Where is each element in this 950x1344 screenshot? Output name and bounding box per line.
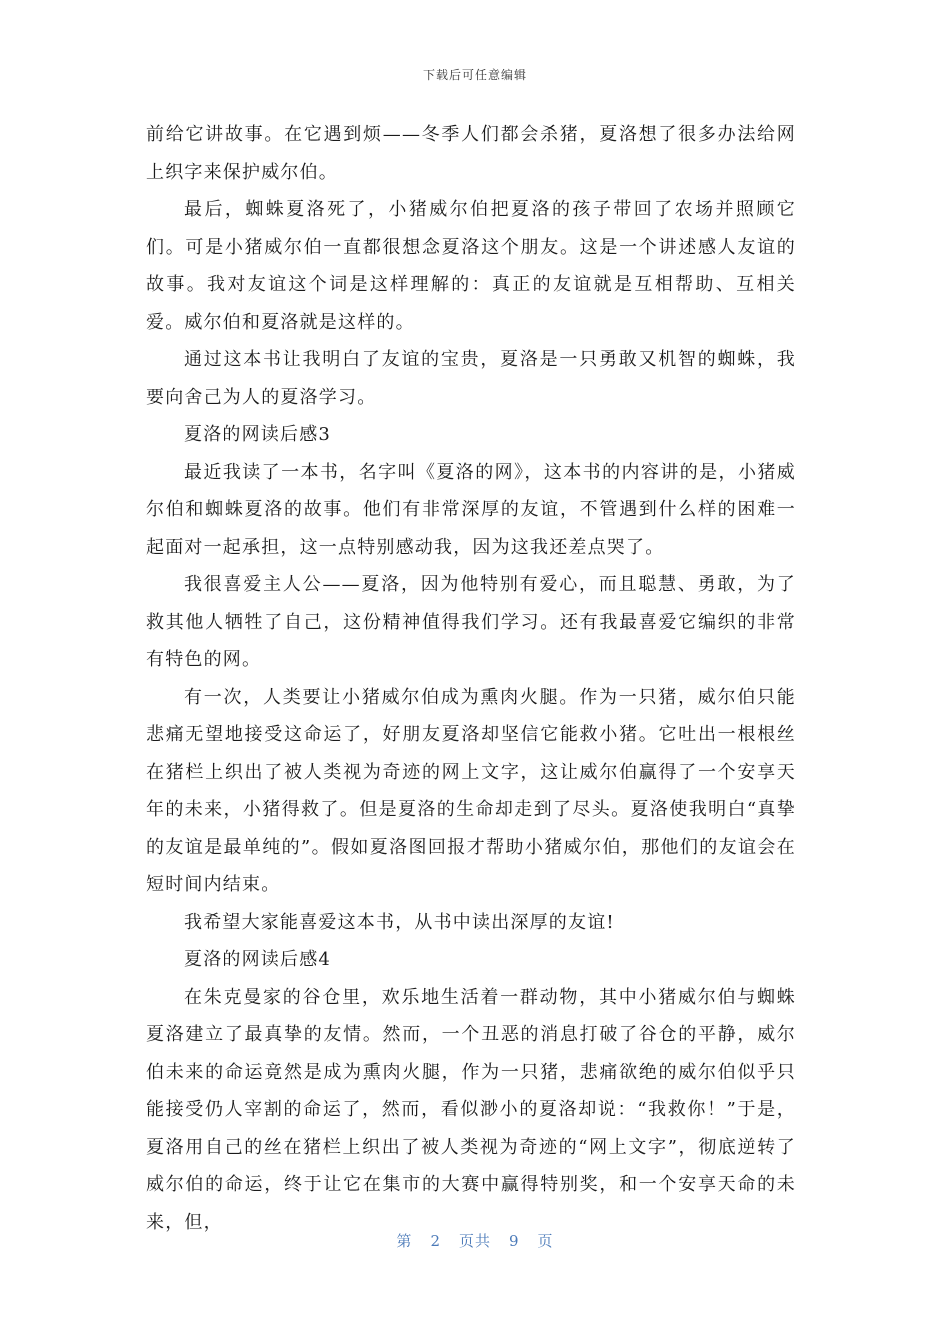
paragraph-continuation: 前给它讲故事。在它遇到烦——冬季人们都会杀猪，夏洛想了很多办法给网上织字来保护威尔伯。 [146,124,796,183]
current-page-number: 2 [430,1232,441,1250]
document-body [146,116,796,1241]
paragraph: 我很喜爱主人公——夏洛，因为他特别有爱心，而且聪慧、勇敢，为了救其他人牺牲了自己，这份精神值得我们学习。还有我最喜爱它编织的非常有特色的网。 [146,574,796,670]
paragraph: 我希望大家能喜爱这本书，从书中读出深厚的友谊! [184,911,615,933]
page-label-prefix: 第 [396,1232,413,1250]
page-header: 下载后可任意编辑 [422,68,527,82]
page-label-middle: 页共 [458,1232,491,1250]
paragraph: 在朱克曼家的谷仓里，欢乐地生活着一群动物，其中小猪威尔伯与蜘蛛夏洛建立了最真挚的友情。然而，一个丑恶的消息打破了谷仓的平静，威尔伯未来的命运竟然是成为熏肉火腿，作为一只猪，悲痛欲绝的威尔伯似乎只能接受仍人宰割的命运了，然而，看似渺小的夏洛却说：“我救你！”于是，夏洛用自己的丝在猪栏上织出了被人类视为奇迹的“网上文字”，彻底逆转了威尔伯的命运，终于让它在集市的大赛中赢得特别奖，和一个安享天命的未来，但， [146,986,796,1233]
paragraph: 最近我读了一本书，名字叫《夏洛的网》，这本书的内容讲的是，小猪威尔伯和蜘蛛夏洛的故事。他们有非常深厚的友谊，不管遇到什么样的困难一起面对一起承担，这一点特别感动我，因为这我还差点哭了。 [146,461,796,558]
paragraph: 最后，蜘蛛夏洛死了，小猪威尔伯把夏洛的孩子带回了农场并照顾它们。可是小猪威尔伯一直都很想念夏洛这个朋友。这是一个讲述感人友谊的故事。我对友谊这个词是这样理解的：真正的友谊就是互相帮助、互相关爱。威尔伯和夏洛就是这样的。 [146,199,796,333]
page-footer [0,1230,950,1251]
section-heading: 夏洛的网读后感4 [184,949,332,970]
paragraph: 有一次，人类要让小猪威尔伯成为熏肉火腿。作为一只猪，威尔伯只能悲痛无望地接受这命运了，好朋友夏洛却坚信它能救小猪。它吐出一根根丝在猪栏上织出了被人类视为奇迹的网上文字，这让威尔伯赢得了一个安享天年的未来，小猪得救了。但是夏洛的生命却走到了尽头。夏洛使我明白“真挚的友谊是最单纯的”。假如夏洛图回报才帮助小猪威尔伯，那他们的友谊会在短时间内结束。 [146,686,796,895]
paragraph: 通过这本书让我明白了友谊的宝贵，夏洛是一只勇敢又机智的蜘蛛，我要向舍己为人的夏洛学习。 [146,349,796,408]
section-heading: 夏洛的网读后感3 [184,424,332,445]
total-pages-number: 9 [509,1232,520,1250]
page-label-suffix: 页 [537,1232,554,1250]
